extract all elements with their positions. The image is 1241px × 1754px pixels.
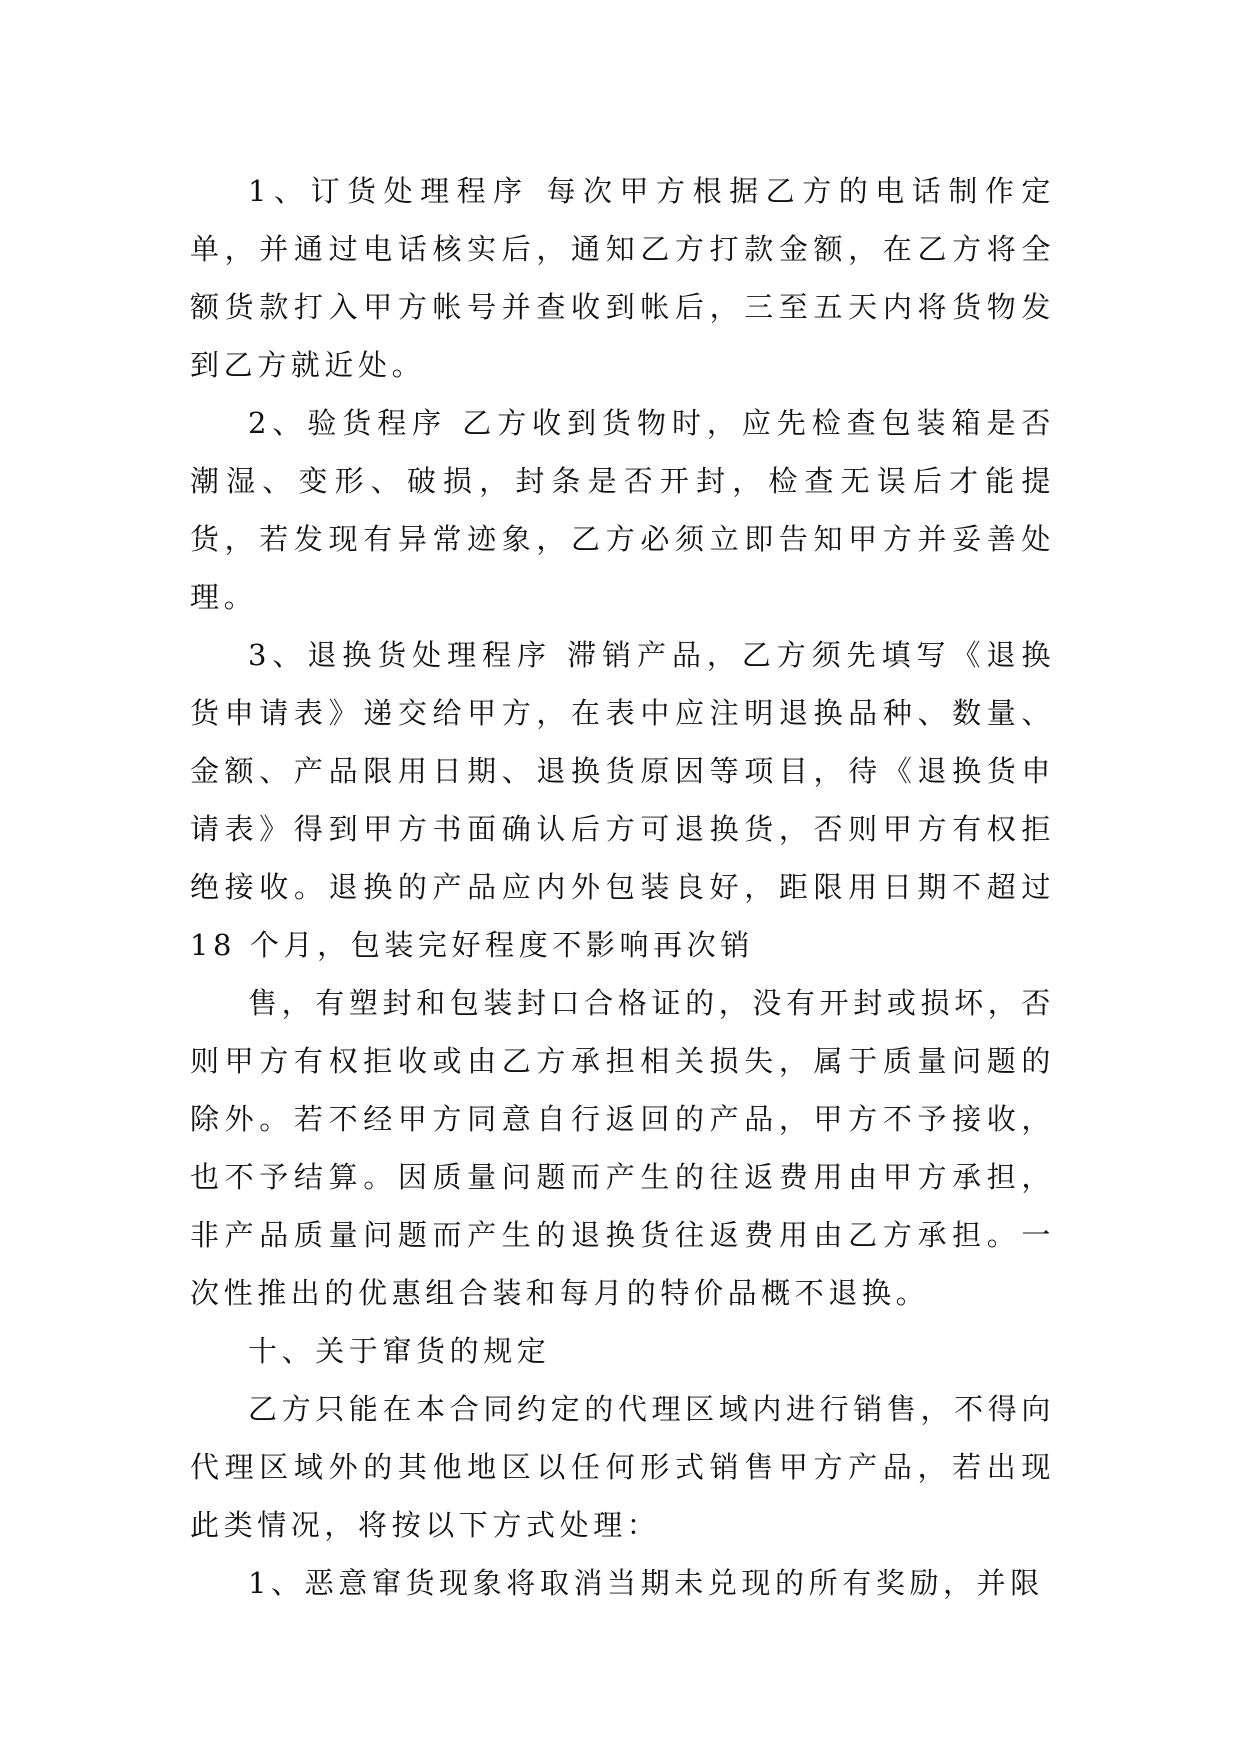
- paragraph-return-conditions: 售，有塑封和包装封口合格证的，没有开封或损坏，否则甲方有权拒收或由乙方承担相关损失，属于质量问题的除外。若不经甲方同意自行返回的产品，甲方不予接收，也不予结算。因质量问题而产生的往返费用由甲方承担，非产品质量问题而产生的退换货往返费用由乙方承担。一次性推出的优惠组合装和每月的特价品概不退换。: [190, 986, 1055, 1310]
- section-heading-cross-selling: 十、关于窜货的规定: [248, 1334, 551, 1368]
- document-body: [190, 162, 1055, 1612]
- paragraph-malicious-cross-selling: 1、恶意窜货现象将取消当期未兑现的所有奖励，并限: [248, 1566, 1044, 1600]
- paragraph-sales-region: 乙方只能在本合同约定的代理区域内进行销售，不得向代理区域外的其他地区以任何形式销售甲方产品，若出现此类情况，将按以下方式处理：: [190, 1392, 1055, 1542]
- paragraph-inspection-procedure: 2、验货程序 乙方收到货物时，应先检查包装箱是否潮湿、变形、破损，封条是否开封，检查无误后才能提货，若发现有异常迹象，乙方必须立即告知甲方并妥善处理。: [190, 406, 1055, 614]
- paragraph-return-procedure: 3、退换货处理程序 滞销产品，乙方须先填写《退换货申请表》递交给甲方，在表中应注明退换品种、数量、金额、产品限用日期、退换货原因等项目，待《退换货申请表》得到甲方书面确认后方可退换货，否则甲方有权拒绝接收。退换的产品应内外包装良好，距限用日期不超过 18 个月，包装完好程度不影响再次销: [190, 638, 1055, 962]
- paragraph-order-procedure: 1、订货处理程序 每次甲方根据乙方的电话制作定单，并通过电话核实后，通知乙方打款金额，在乙方将全额货款打入甲方帐号并查收到帐后，三至五天内将货物发到乙方就近处。: [190, 174, 1055, 382]
